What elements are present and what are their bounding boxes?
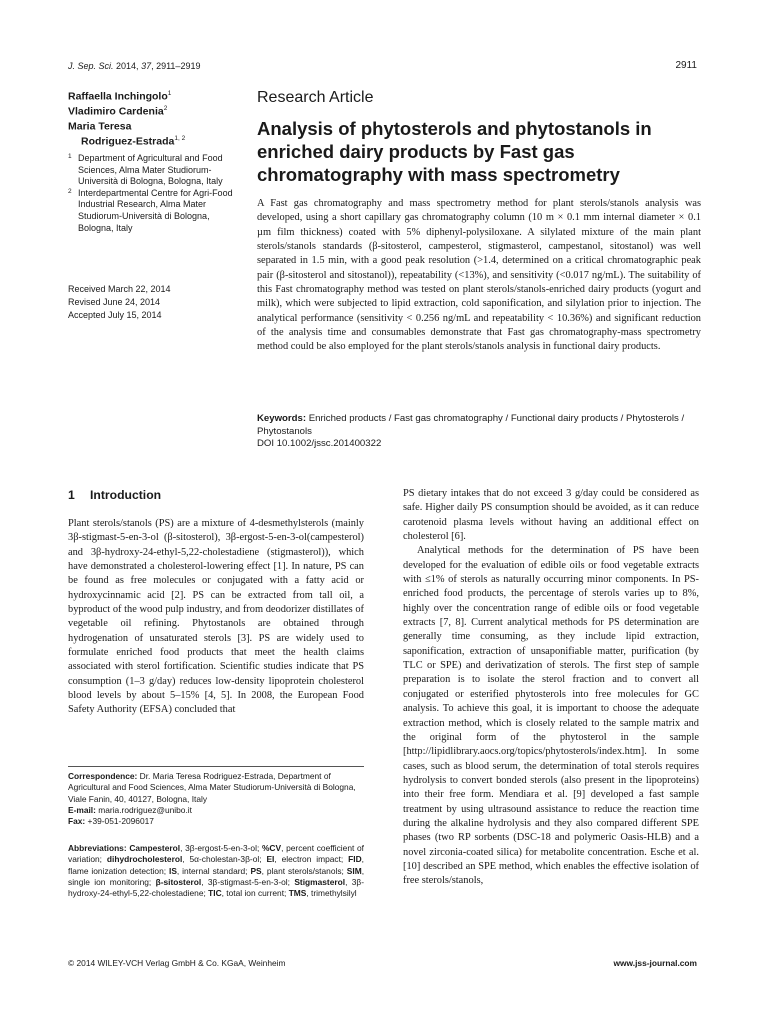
- abbreviation-item: [250, 866, 346, 876]
- abbreviation-definition: , flame ionization detection;: [68, 854, 364, 876]
- article-dates: [68, 283, 238, 322]
- abstract: A Fast gas chromatography and mass spectrometry method for plant sterols/stanols analysis was developed, using a short capillary gas chromatography column (10 m × 0.1 mm internal diameter × 0.1 µm film thickness) coated with 5% diphenyl-polysiloxane. A silylated mixture of the main plant sterols/stanols standards (β-sitosterol, campesterol, stigmasterol, campestanol, sitostanol) was well separated in 1.5 min, with a good peak resolution (>1.4, determined on a critical chromatographic peak pair (β-sitosterol and sitostanol)), repeatability (<13%), and sensitivity (<0.017 ng/mL). The suitability of this Fast chromatography method was tested on plant sterols/stanols-enriched dairy products (yogurt and milk), which were subjected to lipid extraction, cold saponification, and silylation prior to injection. The analytical performance (sensitivity < 0.256 ng/mL and repeatability < 10.36%) and significant reduction of the analysis time and consumables demonstrate that Fast gas chromatography-mass spectrometry method could be also employed for the plant sterols/stanols analysis in functional dairy products.: [257, 198, 701, 353]
- author: Vladimiro Cardenia$^2$: [68, 104, 168, 118]
- doi: DOI 10.1002/jssc.201400322: [257, 438, 382, 450]
- paragraph: Analytical methods for the determination of PS have been developed for the evaluation of edible oils or food vegetable extracts with ≤1% of sterols as naturally occurring minor components. In PS-enriched food products, the percentage of sterols varies up to 8%, highly over the concentration range of edible oils or food vegetable extracts [7, 8]. Current analytical methods for PS determination are generally time consuming, as they include lipid extraction, saponification, extraction of unsaponifiable matter, purification (by TLC or SPE) and derivatization of sterols. The first step of sample preparation is to isolate the sterol fraction and to convert all conjugated or esterified phytosterols into free molecules for GC analysis. To achieve this goal, it is important to choose the adequate extraction method, which is closely related to the sample matrix and the original form of the phytosterol in the sample [http://lipidlibrary.aocs.org/topics/phytosterols/index.htm]. In some cases, such as blood serum, the determination of total sterols requires hydrolysis to convert bonded sterols (also present in the lipoproteins) into their free form. Mendiara et al. [9] developed a fast sample treatment by using ultrasound assistance to reduce the reaction time during the alkaline hydrolysis and they also compared different SPE phases (two RP sorbents (DSC-18 and polymeric Oasis-HLB) and a novel zirconia-coated silica) for metabolite concentration. Esche et al. [10] described an SPE method, which enables the effective isolation of free sterols/stanols,: [403, 545, 699, 887]
- section-heading: [68, 488, 161, 502]
- affiliation: 1 Department of Agricultural and Food Sciences, Alma Mater Studiorum-Università di Bologna, Bologna, Italy: [68, 153, 223, 187]
- abbreviation-definition: , plant sterols/stanols;: [261, 865, 347, 876]
- article-title: Analysis of phytosterols and phytostanols in enriched dairy products by Fast gas chromatography with mass spectrometry: [257, 118, 652, 185]
- abbreviations: [68, 843, 364, 899]
- paragraph: PS dietary intakes that do not exceed 3 g/day could be considered as safe. Higher daily PS consumption should be avoided, as it can reduce carotenoid plasma levels without having an additional effect on cholesterol [6].: [403, 488, 699, 543]
- abbreviations-label: Abbreviations:: [68, 843, 127, 853]
- correspondence: [68, 771, 364, 827]
- abbreviation-item: [266, 854, 348, 864]
- abbreviation-definition: , total ion current;: [221, 888, 289, 899]
- affiliation: 2 Interdepartmental Centre for Agri-Food Industrial Research, Alma Mater Studiorum-Università di Bologna, Bologna, Italy: [68, 187, 233, 233]
- abbreviation-item: [169, 866, 250, 876]
- keywords-label: Keywords:: [257, 413, 307, 424]
- abbreviation-definition: , electron impact;: [274, 854, 349, 865]
- author-list: [68, 88, 238, 148]
- abbreviation-definition: , 3β-stigmast-5-en-3-ol;: [201, 876, 295, 887]
- keywords-text: Enriched products / Fast gas chromatography / Functional dairy products / Phytosterols / Phytostanols: [257, 413, 685, 437]
- abbreviation-definition: , 3β-ergost-5-en-3-ol;: [180, 843, 262, 853]
- abbreviation-term: FID: [348, 854, 362, 865]
- abbreviation-term: TMS: [288, 888, 307, 899]
- abbreviation-item: [129, 843, 262, 853]
- citation-pages: , 2911–2919: [151, 61, 201, 71]
- keywords: [257, 413, 701, 438]
- correspondence-fax: Fax: +39-051-2096017: [68, 816, 154, 827]
- abbreviation-definition: , single ion monitoring;: [68, 865, 365, 887]
- accepted-date: Accepted July 15, 2014: [68, 310, 162, 320]
- abbreviation-term: β-sitosterol: [155, 876, 202, 887]
- abbreviation-item: [156, 877, 295, 887]
- body-column-left: [68, 517, 364, 718]
- abbreviation-item: [208, 888, 289, 898]
- abbreviation-definition: , percent coefficient of variation;: [68, 843, 364, 865]
- footnote-divider: [68, 766, 364, 767]
- abbreviation-item: [289, 888, 357, 898]
- abbreviation-definition: , internal standard;: [176, 865, 251, 876]
- affiliation-list: [68, 153, 238, 234]
- abbreviation-term: EI: [266, 854, 275, 865]
- journal-name: J. Sep. Sci.: [68, 61, 114, 71]
- abbreviation-term: PS: [250, 865, 262, 876]
- author: Rodriguez-Estrada$^{1, 2}$: [81, 134, 186, 148]
- abbreviation-term: dihydrocholesterol: [106, 854, 183, 865]
- abbreviation-term: IS: [169, 865, 177, 876]
- abbreviation-term: Campesterol: [129, 843, 181, 853]
- section-title: Introduction: [90, 488, 162, 502]
- citation-volume: 37: [141, 61, 152, 71]
- paragraph: Plant sterols/stanols (PS) are a mixture of 4-desmethylsterols (mainly 3β-stigmast-5-en-3-ol (β-sitosterol), 3β-ergost-5-en-3-ol(campesterol) and 3β-hydroxy-24-ethyl-5,22-cholestadiene (stigmasterol)), which have demonstrated a cholesterol-lowering effect [1]. In nature, PS can be found as free molecules or conjugated with a fatty acid or hydroxycinnamic acid [2]. PS can be extracted from tall oil, a byproduct of the wood pulp industry, and from deodorizer distillates of vegetable oil refining. Phytostanols are obtained through hydrogenation of unsaturated sterols [3]. PS are widely used to formulate enriched food products that meet the health claims associated with sterol fortification. Scientific studies indicate that PS consumption (1–3 g/day) reduces low-density lipoprotein cholesterol blood levels by about 5–15% [4, 5]. In 2008, the European Food Safety Authority (EFSA) concluded that: [68, 518, 364, 716]
- abbreviation-item: [107, 854, 267, 864]
- received-date: Received March 22, 2014: [68, 284, 171, 294]
- page-number: 2911: [675, 60, 697, 71]
- abbreviation-definition: , trimethylsilyl: [306, 888, 357, 899]
- section-number: 1: [68, 488, 75, 502]
- abbreviation-definition: , 3β-hydroxy-24-ethyl-5,22-cholestadiene;: [68, 876, 365, 899]
- article-type: Research Article: [257, 89, 374, 106]
- author: Raffaella Inchingolo$^1$: [68, 90, 172, 103]
- abbreviation-term: TIC: [208, 888, 222, 899]
- keywords-block: [257, 413, 701, 451]
- abbreviation-term: SIM: [346, 865, 362, 876]
- running-header-citation: [68, 61, 200, 71]
- abbreviation-term: %CV: [261, 843, 282, 853]
- abbreviation-definition: , 5α-cholestan-3β-ol;: [182, 854, 267, 865]
- author: Maria Teresa: [68, 120, 132, 133]
- journal-url[interactable]: www.jss-journal.com: [613, 958, 697, 968]
- abbreviation-term: Stigmasterol: [294, 876, 346, 887]
- correspondence-email: E-mail: maria.rodriguez@unibo.it: [68, 804, 192, 815]
- body-column-right: [403, 487, 699, 889]
- copyright-footer: © 2014 WILEY-VCH Verlag GmbH & Co. KGaA, Weinheim: [68, 958, 286, 968]
- correspondence-address: Correspondence: Dr. Maria Teresa Rodriguez-Estrada, Department of Agricultural and Food Sciences, Alma Mater Studiorum-Università di Bologna, Viale Fanin, 40, 40127, Bologna, Italy: [68, 771, 356, 804]
- revised-date: Revised June 24, 2014: [68, 297, 161, 307]
- citation-year: 2014,: [113, 61, 142, 71]
